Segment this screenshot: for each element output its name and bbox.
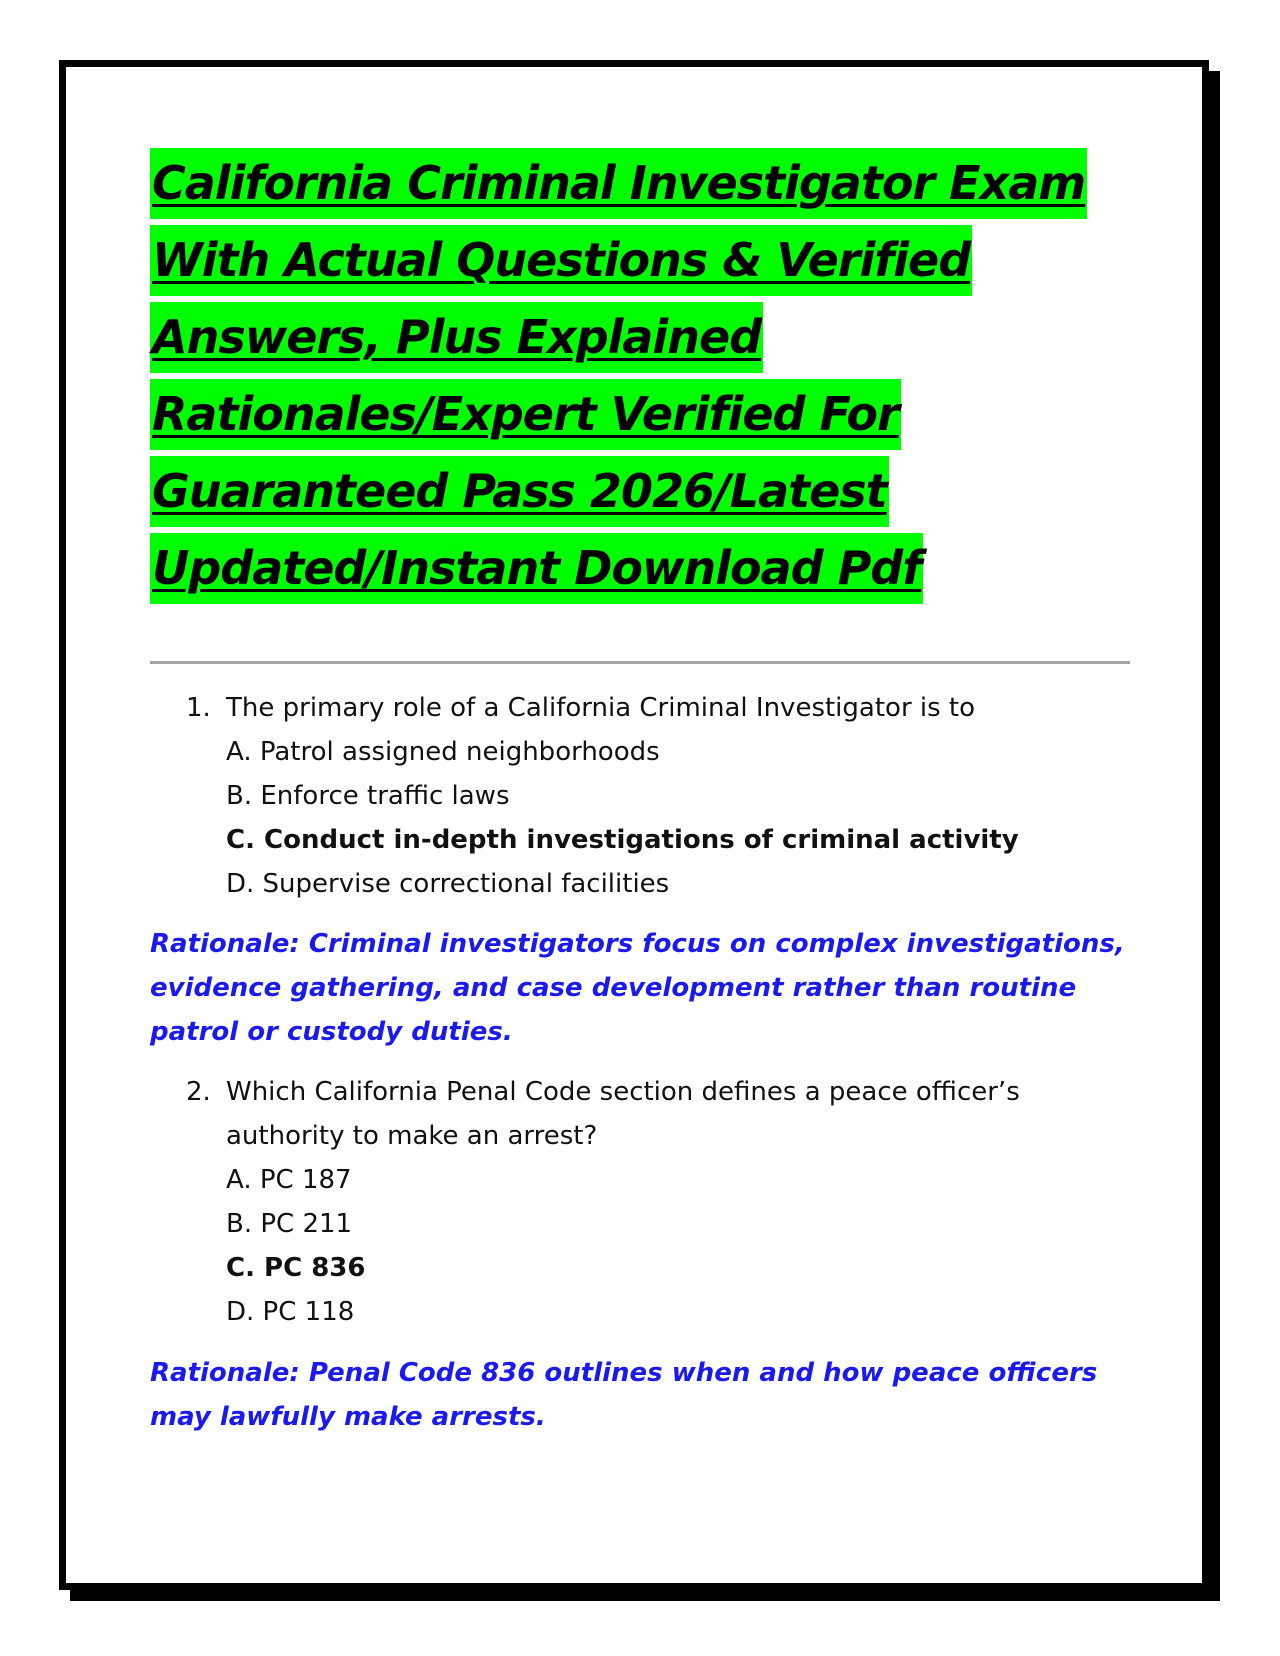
option-d: D. PC 118 — [226, 1297, 355, 1327]
option-a: A. PC 187 — [226, 1165, 352, 1195]
question-2 — [186, 1070, 1086, 1334]
title-line: With Actual Questions & Verified — [150, 225, 972, 296]
option-d: D. Supervise correctional facilities — [226, 869, 670, 899]
option-c-correct: C. Conduct in-depth investigations of criminal activity — [226, 825, 1019, 855]
question-1 — [186, 686, 1086, 906]
question-text: Which California Penal Code section defines a peace officer’s authority to make an arrest? — [226, 1077, 1020, 1151]
rationale-2: Rationale: Penal Code 836 outlines when and how peace officers may lawfully make arrests. — [150, 1358, 1098, 1432]
divider — [150, 661, 1130, 664]
title-line: California Criminal Investigator Exam — [150, 148, 1087, 219]
option-b: B. Enforce traffic laws — [226, 781, 510, 811]
question-number: 1. — [186, 693, 211, 723]
question-number: 2. — [186, 1077, 211, 1107]
question-text: The primary role of a California Criminal Investigator is to — [226, 693, 976, 723]
option-c-correct: C. PC 836 — [226, 1253, 366, 1283]
title-line: Guaranteed Pass 2026/Latest — [150, 456, 889, 527]
option-b: B. PC 211 — [226, 1209, 353, 1239]
title-line: Answers, Plus Explained — [150, 302, 763, 373]
title-line: Rationales/Expert Verified For — [150, 379, 901, 450]
rationale-1: Rationale: Criminal investigators focus on complex investigations, evidence gathering, and case development rather than routine patrol or custody duties. — [150, 929, 1125, 1047]
title-line: Updated/Instant Download Pdf — [150, 533, 923, 604]
option-a: A. Patrol assigned neighborhoods — [226, 737, 660, 767]
document-title — [150, 148, 1110, 610]
